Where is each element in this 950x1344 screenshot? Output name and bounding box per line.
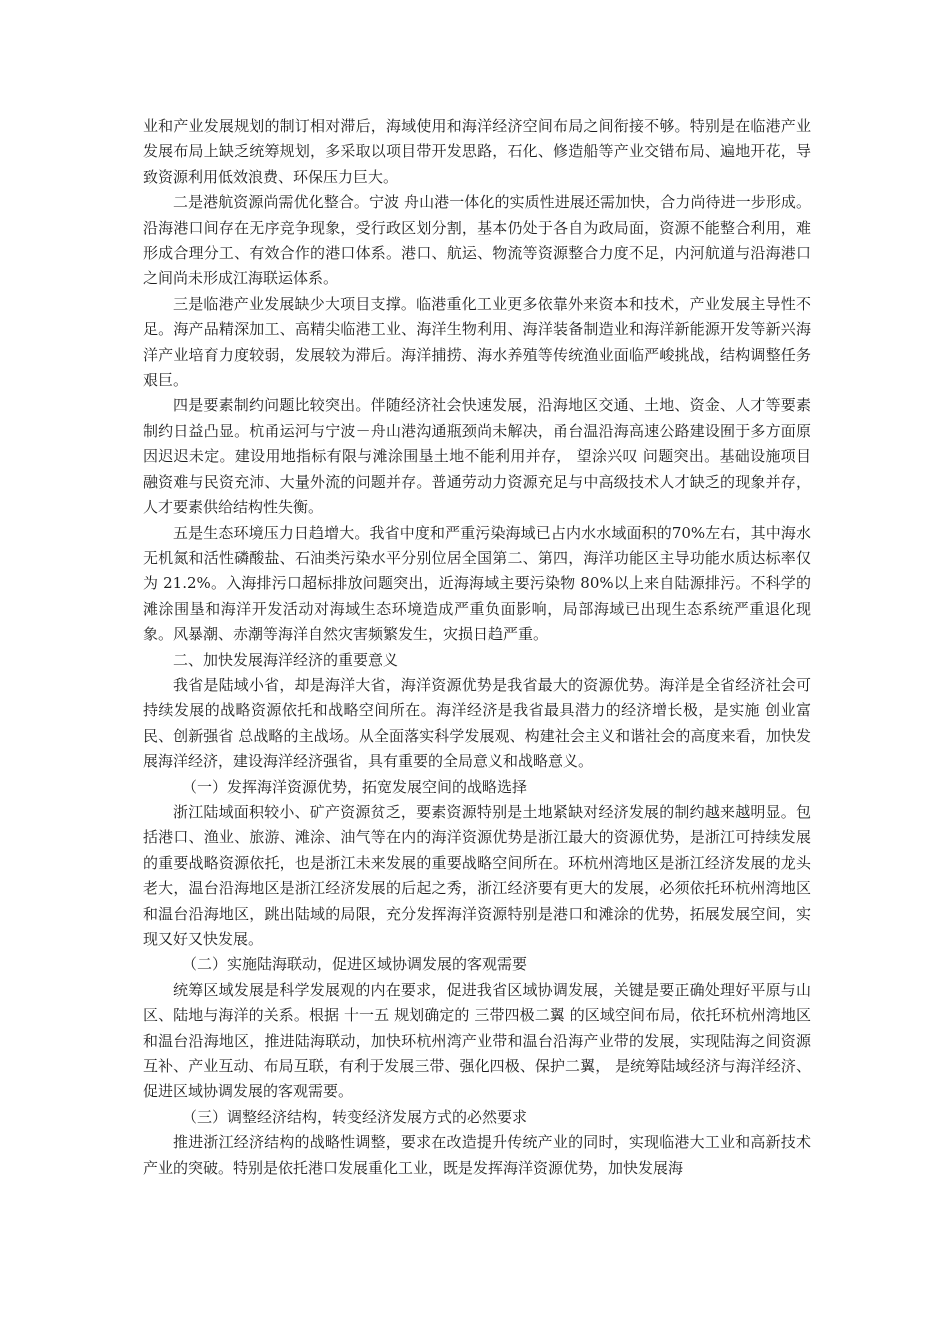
body-paragraph: 统筹区域发展是科学发展观的内在要求，促进我省区域协调发展，关键是要正确处理好平原与山区、陆地与海洋的关系。根据 十一五 规划确定的 三带四极二翼 的区域空间布局，依托环杭州湾地区和温台沿海地区，推进陆海联动，加快环杭州湾产业带和温台沿海产业带的发展，实现陆海之间资源互补、产业互动、布局互联，有利于发展三带、强化四极、保护二翼， 是统筹陆域经济与海洋经济、促进区域协调发展的客观需要。 — [143, 980, 811, 1101]
document-body — [143, 114, 811, 1181]
body-paragraph: 二是港航资源尚需优化整合。宁波 舟山港一体化的实质性进展还需加快，合力尚待进一步形成。沿海港口间存在无序竞争现象，受行政区划分割，基本仍处于各自为政局面，资源不能整合利用，难形成合理分工、有效合作的港口体系。港口、航运、物流等资源整合力度不足，内河航道与沿海港口之间尚未形成江海联运体系。 — [143, 193, 811, 288]
body-paragraph: 推进浙江经济结构的战略性调整，要求在改造提升传统产业的同时，实现临港大工业和高新技术产业的突破。特别是依托港口发展重化工业，既是发挥海洋资源优势，加快发展海 — [143, 1133, 811, 1177]
body-paragraph: 我省是陆域小省，却是海洋大省，海洋资源优势是我省最大的资源优势。海洋是全省经济社会可持续发展的战略资源依托和战略空间所在。海洋经济是我省最具潜力的经济增长极，是实施 创业富民、创新强省 总战略的主战场。从全面落实科学发展观、构建社会主义和谐社会的高度来看，加快发展海洋经济，建设海洋经济强省，具有重要的全局意义和战略意义。 — [143, 675, 811, 771]
body-paragraph: 业和产业发展规划的制订相对滞后，海域使用和海洋经济空间布局之间衔接不够。特别是在临港产业发展布局上缺乏统筹规划，多采取以项目带开发思路，石化、修造船等产业交错布局、遍地开花，导致资源利用低效浪费、环保压力巨大。 — [143, 117, 811, 186]
body-paragraph: 五是生态环境压力日趋增大。我省中度和严重污染海域已占内水水域面积的70%左右，其中海水无机氮和活性磷酸盐、石油类污染水平分别位居全国第二、第四，海洋功能区主导功能水质达标率仅为 21.2%。入海排污口超标排放问题突出，近海海域主要污染物 80%以上来自陆源排污。不科学的滩涂围垦和海洋开发活动对海域生态环境造成严重负面影响，局部海域已出现生态系统严重退化现象。风暴潮、赤潮等海洋自然灾害频繁发生，灾损日趋严重。 — [143, 523, 811, 644]
section-heading: 二、加快发展海洋经济的重要意义 — [173, 650, 399, 669]
subsection-heading: （二）实施陆海联动，促进区域协调发展的客观需要 — [182, 955, 528, 974]
subsection-heading: （一）发挥海洋资源优势，拓宽发展空间的战略选择 — [182, 777, 528, 796]
body-paragraph: 四是要素制约问题比较突出。伴随经济社会快速发展，沿海地区交通、土地、资金、人才等要素制约日益凸显。杭甬运河与宁波－舟山港沟通瓶颈尚未解决，甬台温沿海高速公路建设囿于多方面原因迟迟未定。建设用地指标有限与滩涂围垦土地不能利用并存， 望涂兴叹 问题突出。基础设施项目融资难与民资充沛、大量外流的问题并存。普通劳动力资源充足与中高级技术人才缺乏的现象并存，人才要素供给结构性失衡。 — [143, 396, 811, 517]
body-paragraph: 三是临港产业发展缺少大项目支撑。临港重化工业更多依靠外来资本和技术，产业发展主导性不足。海产品精深加工、高精尖临港工业、海洋生物利用、海洋装备制造业和海洋新能源开发等新兴海洋产业培育力度较弱，发展较为滞后。海洋捕捞、海水养殖等传统渔业面临严峻挑战，结构调整任务艰巨。 — [143, 294, 811, 390]
body-paragraph: 浙江陆域面积较小、矿产资源贫乏，要素资源特别是土地紧缺对经济发展的制约越来越明显。包括港口、渔业、旅游、滩涂、油气等在内的海洋资源优势是浙江最大的资源优势，是浙江可持续发展的重要战略资源依托，也是浙江未来发展的重要战略空间所在。环杭州湾地区是浙江经济发展的龙头老大，温台沿海地区是浙江经济发展的后起之秀，浙江经济要有更大的发展，必须依托环杭州湾地区和温台沿海地区，跳出陆域的局限，充分发挥海洋资源特别是港口和滩涂的优势，拓展发展空间，实现又好又快发展。 — [143, 802, 811, 948]
subsection-heading: （三）调整经济结构，转变经济发展方式的必然要求 — [182, 1107, 528, 1126]
